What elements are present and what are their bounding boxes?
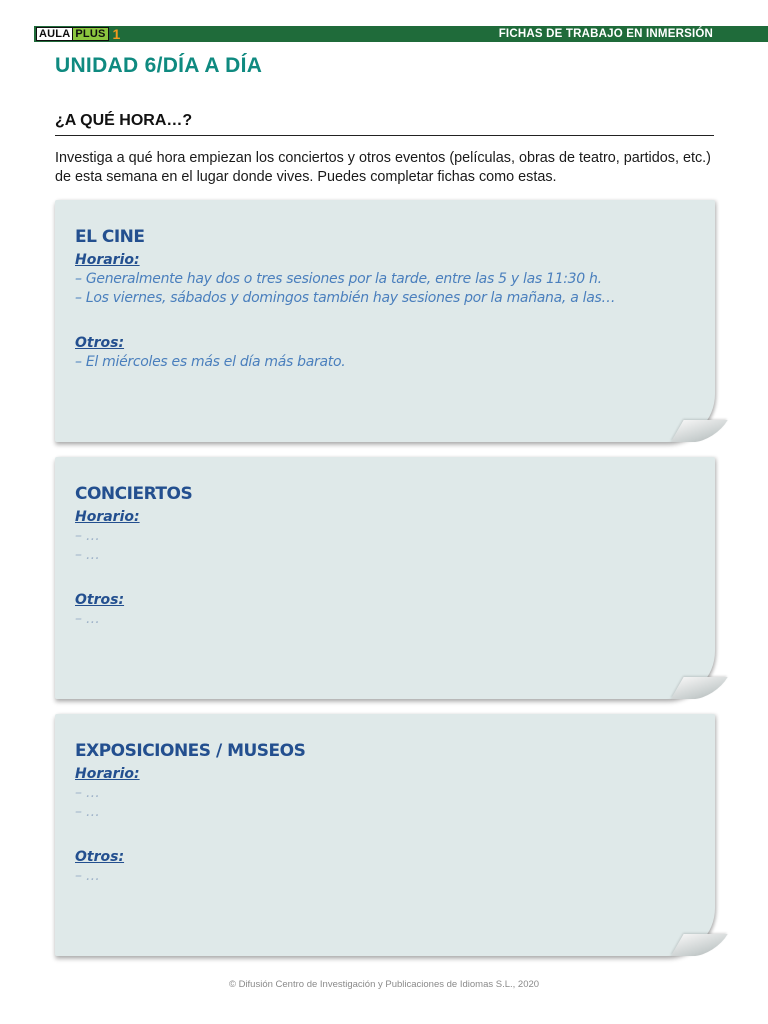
logo-aula-text: AULA bbox=[36, 27, 73, 41]
instructions-text: Investiga a qué hora empiezan los conciertos y otros eventos (películas, obras de teatro, partidos, etc.) de esta semana en el lugar donde vives. Puedes completar fichas como estas. bbox=[55, 150, 711, 185]
horario-line: – … bbox=[75, 785, 100, 801]
aula-plus-logo bbox=[36, 27, 120, 41]
card-conciertos bbox=[55, 457, 715, 699]
horario-line: – Generalmente hay dos o tres sesiones por la tarde, entre las 5 y las 11:30 h. bbox=[75, 271, 602, 287]
card-title: EL CINE bbox=[75, 227, 145, 247]
otros-line: – … bbox=[75, 868, 100, 884]
horario-line: – … bbox=[75, 528, 100, 544]
otros-label: Otros: bbox=[75, 335, 125, 351]
horario-label: Horario: bbox=[75, 252, 140, 268]
horario-line: – … bbox=[75, 804, 100, 820]
horario-line: – … bbox=[75, 547, 100, 563]
header-title: FICHAS DE TRABAJO EN INMERSIÓN bbox=[498, 28, 713, 40]
card-el-cine bbox=[55, 200, 715, 442]
horario-line: – Los viernes, sábados y domingos también hay sesiones por la mañana, a las… bbox=[75, 290, 616, 306]
horario-label: Horario: bbox=[75, 509, 140, 525]
otros-line: – El miércoles es más el día más barato. bbox=[75, 354, 346, 370]
section-title: ¿A QUÉ HORA…? bbox=[55, 112, 714, 136]
otros-label: Otros: bbox=[75, 849, 125, 865]
card-exposiciones-museos bbox=[55, 714, 715, 956]
logo-plus-text: PLUS bbox=[73, 27, 108, 41]
copyright-footer: © Difusión Centro de Investigación y Publicaciones de Idiomas S.L., 2020 bbox=[228, 979, 540, 990]
card-title: CONCIERTOS bbox=[75, 484, 193, 504]
otros-label: Otros: bbox=[75, 592, 125, 608]
horario-label: Horario: bbox=[75, 766, 140, 782]
unit-title: UNIDAD 6/DÍA A DÍA bbox=[55, 54, 263, 77]
otros-line: – … bbox=[75, 611, 100, 627]
card-title: EXPOSICIONES / MUSEOS bbox=[75, 741, 306, 761]
logo-number: 1 bbox=[112, 26, 121, 42]
